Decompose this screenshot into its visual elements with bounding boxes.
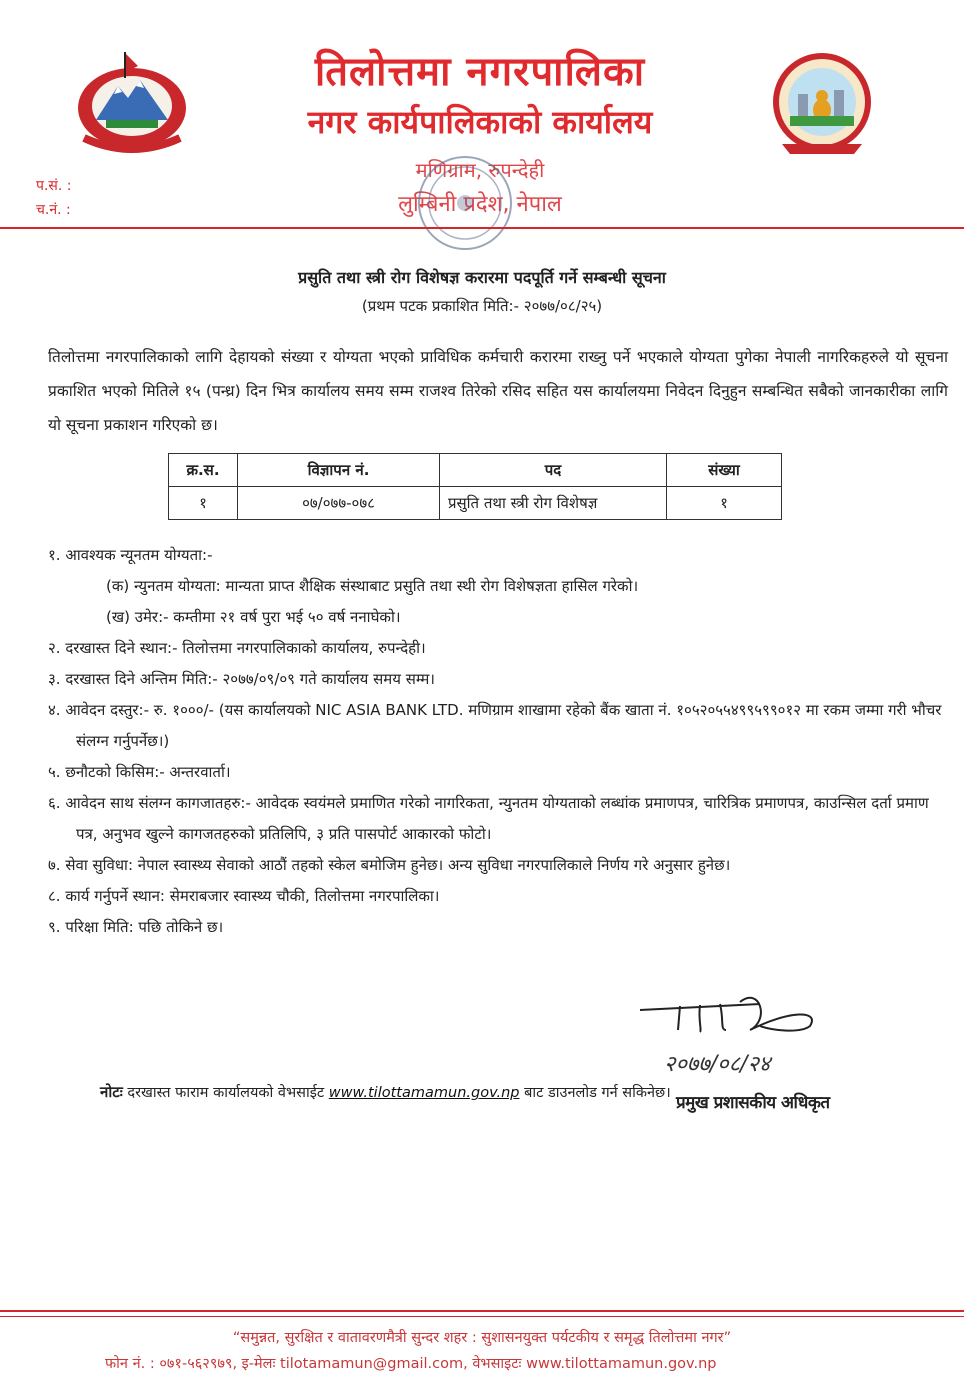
list-item: ६. आवेदन साथ संलग्न कागजातहरु:- आवेदक स्वयंमले प्रमाणित गरेको नागरिकता, न्युनतम योग्यताको लब्धांक प्रमाणपत्र, चारित्रिक प्रमाणपत्र, काउन्सिल दर्ता प्रमाण पत्र, अनुभव खुल्ने कागजतहरुको प्रतिलिपि, ३ प्रति पासपोर्ट आकारको फोटो। bbox=[48, 794, 929, 843]
list-item: ७. सेवा सुविधा: नेपाल स्वास्थ्य सेवाको आठौं तहको स्केल बमोजिम हुनेछ। अन्य सुविधा नगरपालिकाले निर्णय गरे अनुसार हुनेछ। bbox=[48, 856, 731, 874]
list-item: २. दरखास्त दिने स्थान:- तिलोत्तमा नगरपालिकाको कार्यालय, रुपन्देही। bbox=[48, 639, 426, 657]
signature-date: २०७७/०८/२४ bbox=[664, 1052, 771, 1077]
municipality-title: तिलोत्तमा नगरपालिका bbox=[314, 49, 646, 95]
office-stamp-icon bbox=[410, 145, 520, 265]
list-item: ३. दरखास्त दिने अन्तिम मिति:- २०७७/०९/०९ गते कार्यालय समय सम्म। bbox=[48, 670, 435, 688]
list-item: ५. छनौटको किसिम:- अन्तरवार्ता। bbox=[48, 763, 231, 781]
footer-contact: फोन नं. : ०७१-५६२९७९, इ-मेलः tilotamamun@gmail.com, वेभसाइटः www.tilottamamun.gov.np bbox=[105, 1356, 717, 1372]
note-text-after: बाट डाउनलोड गर्न सकिनेछ। bbox=[524, 1085, 671, 1101]
reference-block bbox=[36, 174, 71, 222]
table-header-row bbox=[169, 454, 782, 487]
address-province: लुम्बिनी प्रदेश, नेपाल bbox=[398, 192, 562, 217]
cell-post: प्रसुति तथा स्त्री रोग विशेषज्ञ bbox=[440, 487, 667, 520]
note-label: नोटः bbox=[100, 1083, 123, 1101]
ref-number-label: प.सं. : bbox=[36, 178, 72, 194]
col-sn: क्र.स. bbox=[169, 454, 238, 487]
office-title: नगर कार्यपालिकाको कार्यालय bbox=[307, 103, 653, 141]
note-text-before: दरखास्त फाराम कार्यालयको वेभसाईट bbox=[127, 1085, 325, 1101]
col-count: संख्या bbox=[667, 454, 782, 487]
nepal-emblem-icon bbox=[66, 50, 198, 158]
note-line bbox=[100, 1082, 671, 1102]
municipality-logo-icon bbox=[768, 50, 876, 160]
address-district: मणिग्राम, रुपन्देही bbox=[415, 158, 545, 182]
cell-count: १ bbox=[667, 487, 782, 520]
list-item: १. आवश्यक न्यूनतम योग्यता:- bbox=[48, 546, 213, 564]
list-item: (क) न्युनतम योग्यता: मान्यता प्राप्त शैक्षिक संस्थाबाट प्रसुति तथा स्थी रोग विशेषज्ञता हासिल गरेको। bbox=[106, 577, 639, 595]
list-item: (ख) उमेर:- कम्तीमा २१ वर्ष पुरा भई ५० वर्ष ननाघेको। bbox=[106, 608, 401, 626]
vacancy-table bbox=[168, 453, 782, 520]
footer-divider bbox=[0, 1310, 964, 1312]
list-item: ८. कार्य गर्नुपर्ने स्थान: सेमराबजार स्वास्थ्य चौकी, तिलोत्तमा नगरपालिका। bbox=[48, 887, 440, 905]
list-item: ९. परिक्षा मिति: पछि तोकिने छ। bbox=[48, 918, 224, 936]
cell-ad-number: ०७/०७७-०७८ bbox=[238, 487, 440, 520]
notice-subject: प्रसुति तथा स्त्री रोग विशेषज्ञ करारमा पदपूर्ति गर्ने सम्बन्धी सूचना bbox=[298, 268, 666, 287]
footer-divider-thin bbox=[0, 1316, 964, 1317]
website-link[interactable]: www.tilottamamun.gov.np bbox=[328, 1085, 520, 1101]
header-divider bbox=[0, 227, 964, 229]
notice-intro: तिलोत्तमा नगरपालिकाको लागि देहायको संख्या र योग्यता भएको प्राविधिक कर्मचारी करारमा राख्नु पर्ने भएकाले योग्यता पुगेका नेपाली नागरिकहरुले यो सूचना प्रकाशित भएको मितिले १५ (पन्ध्र) दिन भित्र कार्यालय समय सम्म राजश्व तिरेको रसिद सहित यस कार्यालयमा निवेदन दिनुहुन सम्बन्धित सबैको जानकारीका लागि यो सूचना प्रकाशन गरिएको छ। bbox=[48, 348, 948, 434]
table-row bbox=[169, 487, 782, 520]
officer-stamp: प्रमुख प्रशासकीय अधिकृत bbox=[676, 1093, 830, 1113]
footer-slogan: “समुन्नत, सुरक्षित र वातावरणमैत्री सुन्दर शहर : सुशासनयुक्त पर्यटकीय र समृद्ध तिलोत्तमा नगर” bbox=[232, 1330, 732, 1346]
col-post: पद bbox=[440, 454, 667, 487]
col-ad-number: विज्ञापन नं. bbox=[238, 454, 440, 487]
list-item: ४. आवेदन दस्तुर:- रु. १०००/- (यस कार्यालयको NIC ASIA BANK LTD. मणिग्राम शाखामा रहेको बैंक खाता नं. १०५२०५५४९९५९९०१२ मा रकम जम्मा गरी भौचर संलग्न गर्नुपर्नेछ।) bbox=[48, 701, 942, 750]
published-date: (प्रथम पटक प्रकाशित मिति:- २०७७/०८/२५) bbox=[361, 297, 603, 315]
requirements-list bbox=[48, 540, 948, 943]
cell-sn: १ bbox=[169, 487, 238, 520]
dispatch-number-label: च.नं. : bbox=[36, 202, 71, 218]
